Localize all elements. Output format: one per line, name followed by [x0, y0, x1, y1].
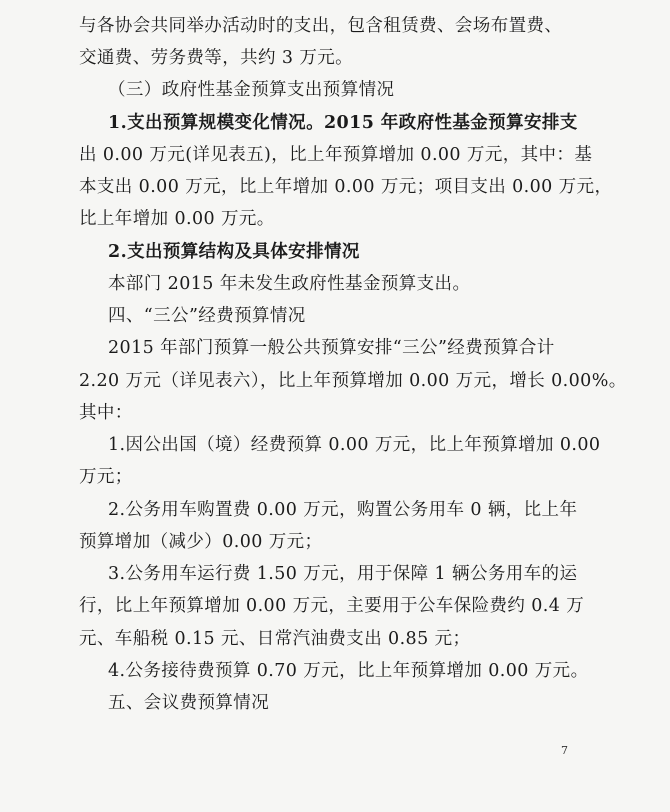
paragraph-line-13: 其中： [79, 403, 133, 423]
section-heading-meeting-fees: 五、会议费预算情况 [108, 693, 270, 713]
paragraph-line-4: 1.支出预算规模变化情况。2015 年政府性基金预算安排支 [108, 113, 578, 133]
section-heading-government-fund: （三）政府性基金预算支出预算情况 [108, 80, 395, 100]
paragraph-line-19: 行，比上年预算增加 0.00 万元，主要用于公车保险费约 0.4 万 [79, 596, 585, 616]
paragraph-line-14: 1.因公出国（境）经费预算 0.00 万元，比上年预算增加 0.00 [108, 435, 601, 455]
paragraph-line-17: 预算增加（减少）0.00 万元； [79, 532, 323, 552]
paragraph-line-9: 本部门 2015 年未发生政府性基金预算支出。 [108, 274, 471, 294]
paragraph-line-5: 出 0.00 万元(详见表五)，比上年预算增加 0.00 万元，其中：基 [79, 145, 593, 165]
subheading-structure: 2.支出预算结构及具体安排情况 [108, 242, 360, 262]
paragraph-line-2: 交通费、劳务费等，共约 3 万元。 [79, 48, 354, 68]
section-heading-three-public: 四、“三公”经费预算情况 [108, 306, 306, 326]
paragraph-line-15: 万元； [79, 467, 133, 487]
paragraph-line-21: 4.公务接待费预算 0.70 万元，比上年预算增加 0.00 万元。 [108, 661, 589, 681]
paragraph-line-7: 比上年增加 0.00 万元。 [79, 209, 275, 229]
page-number: 7 [561, 744, 568, 757]
paragraph-line-11: 2015 年部门预算一般公共预算安排“三公”经费预算合计 [108, 338, 555, 358]
paragraph-line-6: 本支出 0.00 万元，比上年增加 0.00 万元；项目支出 0.00 万元， [79, 177, 613, 197]
paragraph-line-1: 与各协会共同举办活动时的支出，包含租赁费、会场布置费、 [79, 16, 563, 36]
paragraph-line-12: 2.20 万元（详见表六），比上年预算增加 0.00 万元，增长 0.00%。 [79, 371, 627, 391]
paragraph-line-20: 元、车船税 0.15 元、日常汽油费支出 0.85 元； [79, 629, 471, 649]
paragraph-line-16: 2.公务用车购置费 0.00 万元，购置公务用车 0 辆，比上年 [108, 500, 578, 520]
paragraph-line-18: 3.公务用车运行费 1.50 万元，用于保障 1 辆公务用车的运 [108, 564, 578, 584]
